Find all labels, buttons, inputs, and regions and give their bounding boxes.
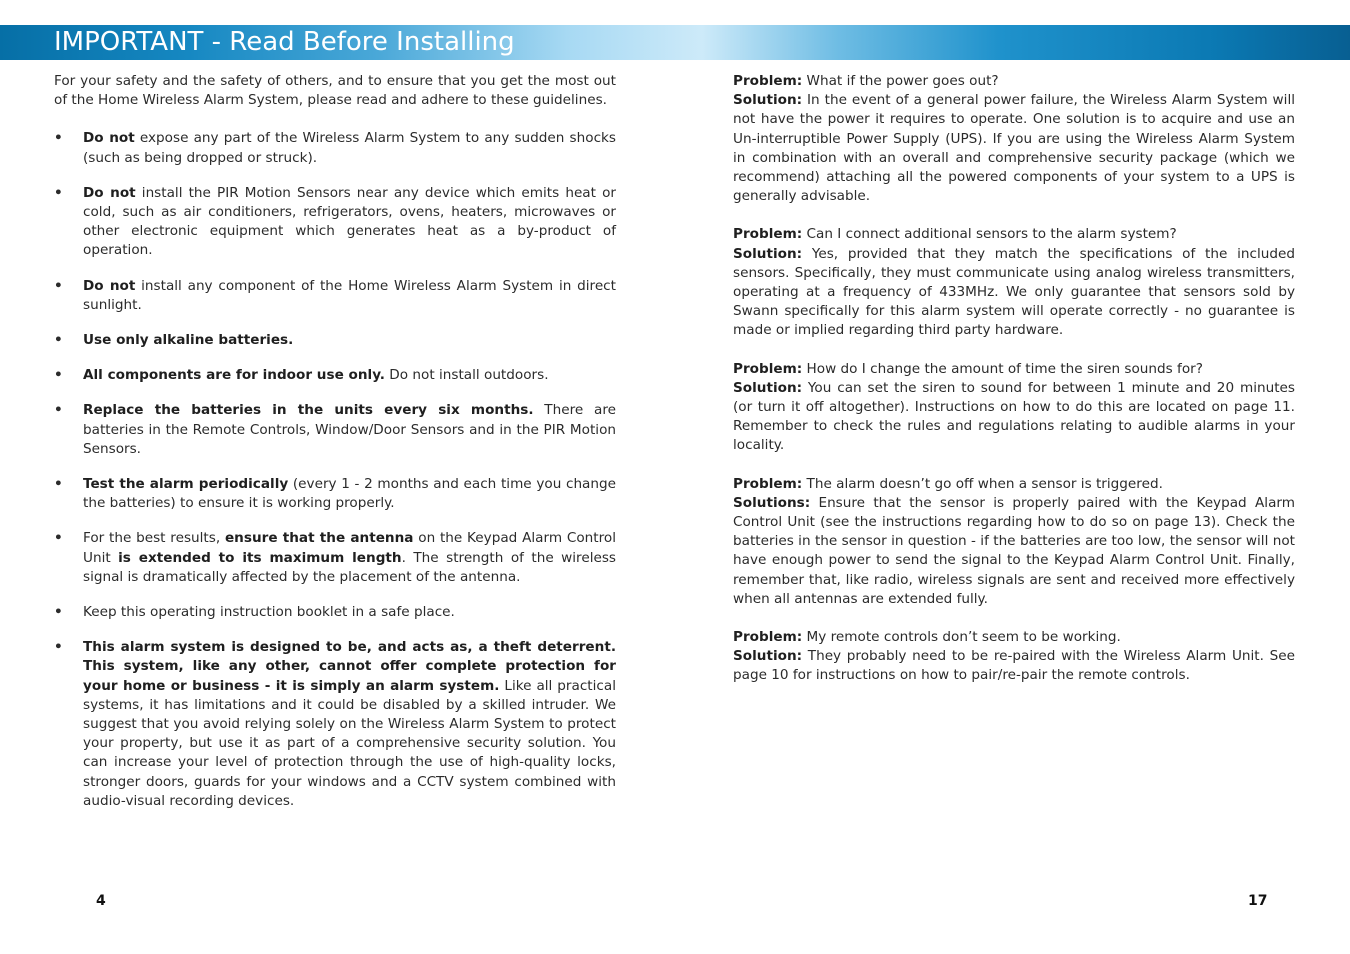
- solution-line: [733, 647, 1295, 685]
- page-title: IMPORTANT - Read Before Installing: [54, 27, 515, 57]
- guideline-text: install the PIR Motion Sensors near any device which emits heat or cold, such as air conditioners, refrigerators, ovens, heaters, microwaves or other electronic equipment which generates heat as a by-product of operation.: [83, 184, 616, 259]
- guidelines-list: [54, 129, 616, 811]
- problem-text: How do I change the amount of time the siren sounds for?: [802, 360, 1203, 377]
- intro-paragraph: For your safety and the safety of others, and to ensure that you get the most out of the Home Wireless Alarm System, please read and adhere to these guidelines.: [54, 73, 616, 109]
- problem-line: [733, 72, 1295, 91]
- guideline-item: [54, 277, 616, 315]
- guideline-text: on the Keypad Alarm Control Unit: [83, 530, 616, 566]
- problem-line: [733, 225, 1295, 244]
- guideline-text: Like all practical systems, it has limitations and it could be disabled by a skilled intruder. We suggest that you avoid relying solely on the Wireless Alarm System to protect your property, but use it as part of a comprehensive security solution. You can increase your level of protection through the use of high-quality locks, stronger doors, guards for your windows and a CCTV system combined with audio-visual recording devices.: [83, 677, 616, 809]
- guideline-text: Keep this operating instruction booklet in a safe place.: [83, 604, 455, 621]
- solution-text: Ensure that the sensor is properly paired with the Keypad Alarm Control Unit (see the instructions regarding how to do so on page 13). Check the batteries in the sensor in question - if the batteries are too low, the sensor will not have enough power to send the signal to the Keypad Alarm Control Unit. Finally, remember that, like radio, wireless signals are sent and received more effectively when all antennas are extended fully.: [733, 494, 1295, 607]
- problem-text: My remote controls don’t seem to be working.: [802, 629, 1121, 646]
- problem-line: [733, 475, 1295, 494]
- guideline-item: [54, 603, 616, 622]
- problem-text: The alarm doesn’t go off when a sensor is triggered.: [802, 475, 1163, 492]
- solution-line: [733, 91, 1295, 206]
- solution-text: In the event of a general power failure, the Wireless Alarm System will not have the power it requires to operate. One solution is to acquire and use an Un-interruptible Power Supply (UPS). If you are using the Wireless Alarm System in combination with an overall and comprehensive security package (which we recommend) attaching all the powered components of your system to a UPS is generally advisable.: [733, 92, 1295, 205]
- guideline-text: expose any part of the Wireless Alarm System to any sudden shocks (such as being dropped or struck).: [83, 130, 617, 166]
- guideline-item: [54, 331, 616, 350]
- problem-line: [733, 360, 1295, 379]
- guideline-text: install any component of the Home Wireless Alarm System in direct sunlight.: [83, 277, 616, 313]
- solution-label: Solution:: [733, 379, 803, 396]
- problem-text: What if the power goes out?: [802, 73, 999, 89]
- guideline-item: [54, 129, 616, 167]
- solution-line: [733, 379, 1295, 456]
- guideline-text: Do not install outdoors.: [384, 367, 549, 384]
- guideline-item: [54, 638, 616, 811]
- problem-label: Problem:: [733, 226, 803, 243]
- solution-label: Solution:: [733, 92, 803, 109]
- guideline-emphasis: ensure that the antenna: [224, 530, 414, 547]
- faq-item: [733, 475, 1295, 609]
- guideline-emphasis: Use only alkaline batteries.: [83, 332, 294, 349]
- guideline-item: [54, 366, 616, 385]
- header-banner: [0, 25, 1350, 60]
- faq-item: [733, 72, 1295, 206]
- guideline-emphasis: Do not: [83, 277, 136, 294]
- solution-text: They probably need to be re-paired with the Wireless Alarm Unit. See page 10 for instructions on how to pair/re-pair the remote controls.: [733, 648, 1295, 684]
- guideline-emphasis: is extended to its maximum length: [118, 549, 402, 566]
- solution-line: [733, 494, 1295, 609]
- bullet-icon: •: [54, 367, 63, 384]
- faq-item: [733, 360, 1295, 456]
- guidelines-column: [54, 72, 616, 827]
- problem-label: Problem:: [733, 475, 803, 492]
- guideline-text: . The strength of the wireless signal is dramatically affected by the placement of the antenna.: [83, 549, 616, 585]
- problem-label: Problem:: [733, 629, 803, 646]
- guideline-emphasis: This alarm system is designed to be, and acts as, a theft deterrent. This system, like any other, cannot offer complete protection for your home or business - it is simply an alarm system.: [83, 639, 616, 694]
- page-number-right: 17: [1248, 893, 1268, 909]
- guideline-emphasis: Replace the batteries in the units every six months.: [83, 402, 534, 419]
- page-number-left: 4: [96, 893, 106, 909]
- solution-text: You can set the siren to sound for between 1 minute and 20 minutes (or turn it off altogether). Instructions on how to do this are located on page 11. Remember to check the rules and regulations relating to audible alarms in your locality.: [733, 379, 1295, 454]
- guideline-item: [54, 529, 616, 587]
- guideline-text: There are batteries in the Remote Controls, Window/Door Sensors and in the PIR Motion Sensors.: [83, 402, 616, 457]
- guideline-emphasis: Test the alarm periodically: [83, 476, 289, 493]
- bullet-icon: •: [54, 130, 63, 147]
- bullet-icon: •: [54, 639, 63, 656]
- solution-label: Solution:: [733, 648, 803, 665]
- guideline-emphasis: Do not: [83, 184, 136, 201]
- problem-text: Can I connect additional sensors to the alarm system?: [802, 226, 1177, 243]
- bullet-icon: •: [54, 476, 63, 493]
- guideline-text: (every 1 - 2 months and each time you change the batteries) to ensure it is working properly.: [83, 476, 616, 512]
- problem-label: Problem:: [733, 360, 803, 377]
- bullet-icon: •: [54, 277, 63, 294]
- guideline-emphasis: All components are for indoor use only.: [83, 367, 385, 384]
- solution-label: Solution:: [733, 245, 803, 262]
- guideline-emphasis: Do not: [83, 130, 135, 147]
- solution-text: Yes, provided that they match the specifications of the included sensors. Specifically, they must communicate using analog wireless transmitters, operating at a frequency of 433MHz. We only guarantee that sensors sold by Swann specifically for this alarm system will operate correctly - no guarantee is made or implied regarding third party hardware.: [733, 245, 1295, 339]
- guideline-item: [54, 401, 616, 459]
- bullet-icon: •: [54, 604, 63, 621]
- problem-label: Problem:: [733, 73, 803, 89]
- problem-line: [733, 628, 1295, 647]
- faq-item: [733, 225, 1295, 340]
- faq-item: [733, 628, 1295, 686]
- faq-column: [733, 72, 1295, 705]
- solution-line: [733, 245, 1295, 341]
- guideline-item: [54, 475, 616, 513]
- bullet-icon: •: [54, 402, 63, 419]
- bullet-icon: •: [54, 530, 63, 547]
- bullet-icon: •: [54, 184, 63, 201]
- guideline-text: For the best results,: [83, 530, 225, 547]
- bullet-icon: •: [54, 332, 63, 349]
- solution-label: Solutions:: [733, 494, 811, 511]
- guideline-item: [54, 184, 616, 261]
